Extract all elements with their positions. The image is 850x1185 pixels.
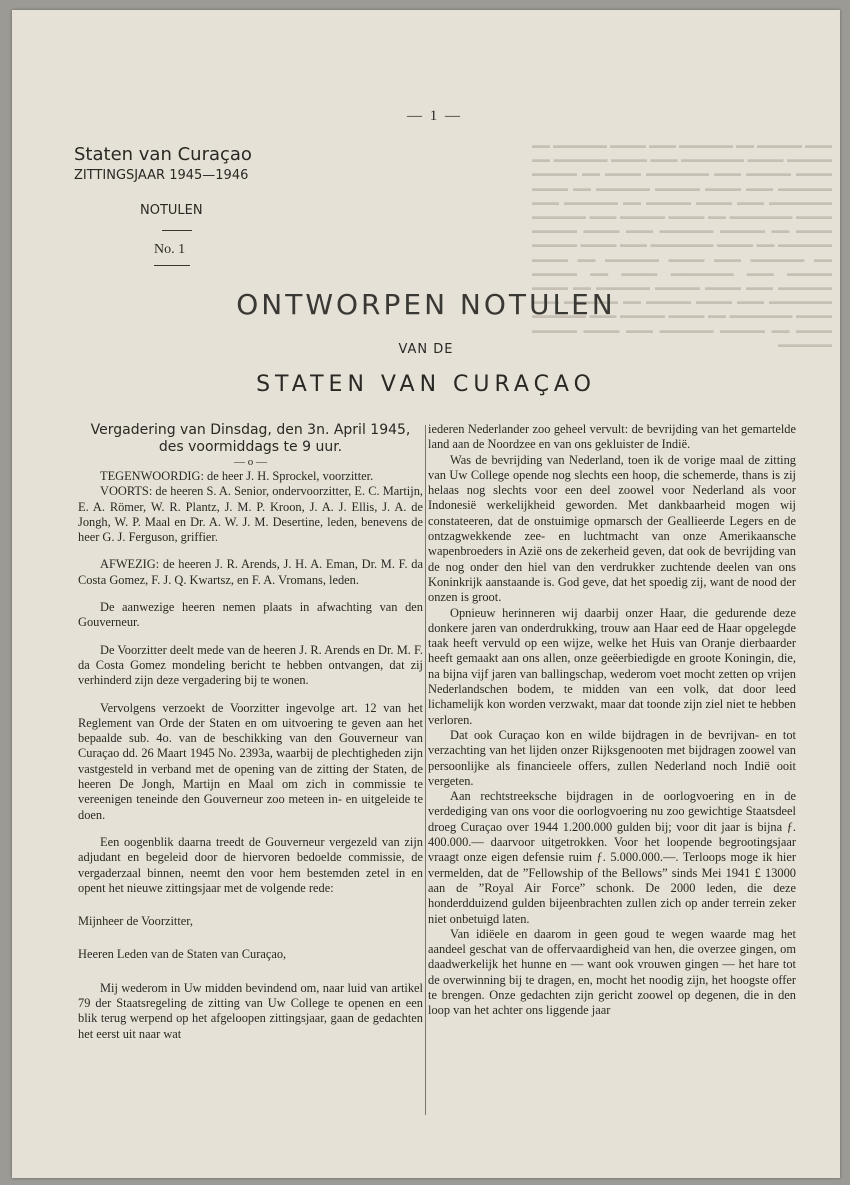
paragraph: Was de bevrijding van Nederland, toen ik de vorige maal de zitting van Uw College opende nog slechts een hoop, die schemerde, thans is zij helaas nog slechts voor een deel zoowel voor Nederland als voor Indonesië werkelijkheid geworden. Met dankbaarheid mogen wij constateeren, dat de onstuimige opmarsch der Geallieerde Legers en de ontzagwekkende zee- en luchtmacht van onze Amerikaansche wapenbroeders in Azië ons de zekerheid geven, dat ook de bevrijding van de nog onder den hiel van den verdrukker zuchtende deelen van ons Koninkrijk aanstaande is. God geve, dat het spoedig zij, want de nood der onzen is groot. <box>428 452 796 605</box>
main-title: ONTWORPEN NOTULEN <box>236 288 616 321</box>
paragraph: Vervolgens verzoekt de Voorzitter ingevolge art. 12 van het Reglement van Orde der Staten en om uitvoering te geven aan het bepaalde sub. 4o. van de beschikking van den Gouverneur van Curaçao dd. 26 Maart 1945 No. 2393a, waarbij de plechtigheden zijn vastgesteld in verband met de opening van de zitting der Staten, de heeren De Jongh, Martijn en Maal om zich in commissie te vereenigen teneinde den Gouverneur zoo meteen in- en uitgeleide te doen. <box>78 700 423 822</box>
left-column <box>78 422 423 1042</box>
column-divider <box>425 425 426 1115</box>
paragraph: Mijnheer de Voorzitter, <box>78 914 194 929</box>
session-heading: Vergadering van Dinsdag, den 3n. April 1945, des voormiddags te 9 uur. <box>90 422 411 455</box>
page-number: — 1 — <box>407 108 462 124</box>
paragraph: Een oogenblik daarna treedt de Gouverneur vergezeld van zijn adjudant en begeleid door de hiervoren bedoelde commissie, de vergaderzaal binnen, neemt den voor hem bestemden zetel in en opent het nieuwe zittingsjaar met de volgende rede: <box>78 834 423 895</box>
header-notulen: NOTULEN <box>140 203 203 218</box>
header-rule <box>162 230 192 231</box>
paragraph: Heeren Leden van de Staten van Curaçao, <box>78 947 287 962</box>
document-page <box>12 10 840 1178</box>
paragraph: Dat ook Curaçao kon en wilde bijdragen in de bevrijvan- en tot verzachting van het lijden onzer Rijksgenooten met bijdragen zoowel van persoonlijke als financieele offers, zullen Nederland noch Indië ooit vergeten. <box>428 727 796 788</box>
paragraph: De aanwezige heeren nemen plaats in afwachting van den Gouverneur. <box>78 600 423 630</box>
header-title: Staten van Curaçao <box>74 144 252 165</box>
show-through-texture: ▬▬▬ ▬▬▬▬▬ ▬▬ ▬▬▬▬▬▬ ▬▬▬ ▬▬▬▬ ▬▬▬▬▬▬ ▬▬ ▬▬▬▬▬ ▬▬▬▬ ▬▬▬▬▬▬▬ ▬▬▬ ▬▬▬▬ ▬▬▬▬▬▬ ▬▬ ▬▬▬▬ ▬▬▬▬▬ ▬▬▬ ▬▬▬▬▬▬▬ ▬▬▬▬ ▬▬ ▬▬▬▬▬ ▬▬▬▬▬▬ ▬▬▬ ▬▬▬▬ ▬▬▬▬▬ ▬▬▬▬▬▬ ▬▬ ▬▬▬▬ ▬▬▬▬▬▬▬ ▬▬▬ ▬▬▬▬ ▬▬▬▬▬ ▬▬ ▬▬▬▬▬▬ ▬▬▬ ▬▬▬▬ ▬▬▬▬▬▬▬ ▬▬ ▬▬▬▬ ▬▬▬▬▬ ▬▬▬ ▬▬▬▬▬▬ ▬▬▬▬ ▬▬ ▬▬▬▬▬ ▬▬▬▬▬▬ ▬▬▬ ▬▬▬▬ ▬▬▬▬▬ ▬▬▬▬▬▬ ▬▬ ▬▬▬▬ ▬▬▬▬▬▬▬ ▬▬▬ ▬▬▬▬ ▬▬▬▬▬ ▬▬ ▬▬▬▬▬▬ ▬▬▬ ▬▬▬▬ ▬▬▬▬▬▬ ▬▬ ▬▬▬▬ ▬▬▬▬▬ ▬▬▬ ▬▬▬▬▬▬▬ ▬▬▬▬ ▬▬ ▬▬▬▬▬ ▬▬▬▬▬▬ ▬▬▬ ▬▬▬▬ ▬▬▬▬▬ ▬▬▬▬▬▬ ▬▬ ▬▬▬▬ ▬▬▬▬▬▬▬ ▬▬▬ ▬▬▬▬ ▬▬▬▬▬ ▬▬ ▬▬▬▬▬▬ ▬▬▬ ▬▬▬▬ ▬▬▬▬▬▬▬ ▬▬ ▬▬▬▬ ▬▬▬▬▬ ▬▬▬ ▬▬▬▬▬▬ ▬▬▬▬ ▬▬ ▬▬▬▬▬ ▬▬▬▬▬▬ ▬▬▬ ▬▬▬▬ ▬▬▬▬▬ ▬▬▬▬▬▬ <box>532 140 832 349</box>
header-rule <box>154 265 190 266</box>
paragraph: iederen Nederlander zoo geheel vervult: de bevrijding van het gemartelde land aan de Noordzee en van ons gekluister de Indië. <box>428 422 796 452</box>
header-year: ZITTINGSJAAR 1945—1946 <box>74 168 249 183</box>
subtitle: STATEN VAN CURAÇAO <box>256 372 596 397</box>
paragraph: Opnieuw herinneren wij daarbij onzer Haar, die gedurende deze donkere jaren van onderdrukking, trouw aan Haar eed de Haar opgelegde taak heeft vervuld op een wijze, welke het Huis van Oranje dierbaarder heeft gemaakt aan ons allen, onze geëerbiedigde en groote Koningin, die, na bijna vijf jaren van ballingschap, wederom voet mocht zetten op vrijen Nederlandschen bodem, te midden van een volk, dat door leed lichamelijk kon worden verzwakt, maar dat toonde zijn ziel niet te hebben verloren. <box>428 605 796 727</box>
paragraph: AFWEZIG: de heeren J. R. Arends, J. H. A. Eman, Dr. M. F. da Costa Gomez, F. J. Q. Kwartsz, en F. A. Vromans, leden. <box>78 557 423 587</box>
header-number: No. 1 <box>154 242 186 257</box>
paragraph: De Voorzitter deelt mede van de heeren J. R. Arends en Dr. M. F. da Costa Gomez mondeling bericht te hebben ontvangen, dat zij verhinderd zijn deze vergadering bij te wonen. <box>78 642 423 688</box>
right-column <box>428 422 796 1019</box>
paragraph: TEGENWOORDIG: de heer J. H. Sprockel, voorzitter. <box>100 469 374 483</box>
paragraph: Van idiëele en daarom in geen goud te wegen waarde mag het aandeel geschat van de offervaardigheid van hen, die overzee gingen, om daadwerkelijk het hunne en — want ook vrouwen gingen — het hare tot de overwinning bij te dragen, en, mocht het noodig zijn, het hoogste offer te brengen. Onze gedachten zijn gericht zoowel op degenen, die in den loop van het achter ons liggende jaar <box>428 926 796 1018</box>
paragraph: Aan rechtstreeksche bijdragen in de oorlogvoering en in de verdediging van ons voor die oorlogvoering nu zoo gewichtige Staatsdeel droeg Curaçao over 1944 1.200.000 gulden bij; voor dit jaar is bijna ƒ. 400.000.— daarvoor uitgetrokken. Voor het loopende begrootingsjaar vraagt onze eigen defensie ruim ƒ. 5.000.000.—. Terloops moge ik hier vermelden, dat de ”Fellowship of the Bellows” sinds Mei 1941 £ 13000 aan de ”Royal Air Force” schonk. De 2000 leden, die deze honderdduizend gulden bijeenbrachten zullen zich op ander terrein zeker niet onbetuigd laten. <box>428 789 796 926</box>
paragraph: VOORTS: de heeren S. A. Senior, ondervoorzitter, E. C. Martijn, E. A. Römer, W. R. Plantz, J. M. P. Kroon, J. A. J. Ellis, J. A. de Jongh, W. P. Maal en Dr. A. W. J. M. Desertine, leden, benevens de heer G. J. Ferguson, griffier. <box>78 484 423 545</box>
subtitle-van-de: VAN DE <box>398 342 454 357</box>
paragraph: Mij wederom in Uw midden bevindend om, naar luid van artikel 79 der Staatsregeling de zitting van Uw College te openen en een blik terug werpend op het afgeloopen zittingsjaar, gaan de gedachten het eerst uit naar wat <box>78 980 423 1041</box>
separator: — o — <box>234 456 267 468</box>
